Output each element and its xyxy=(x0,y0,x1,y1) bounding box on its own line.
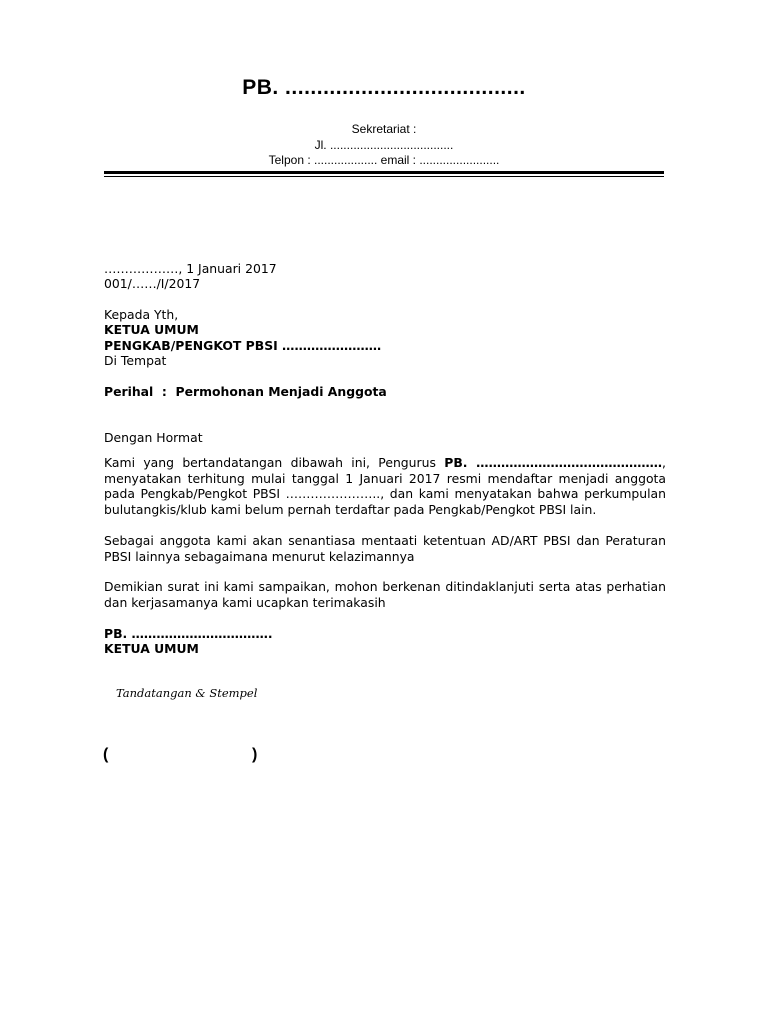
reference-number: 001/……/I/2017 xyxy=(104,276,201,291)
signature-note: Tandatangan & Stempel xyxy=(116,686,258,700)
greeting: Dengan Hormat xyxy=(104,430,203,445)
recipient-organization: PENGKAB/PENGKOT PBSI …………………… xyxy=(104,338,382,353)
recipient-salutation: Kepada Yth, xyxy=(104,307,179,322)
subject-label: Perihal xyxy=(104,384,154,399)
subject-separator: : xyxy=(161,384,167,399)
subject-line xyxy=(104,384,387,399)
paragraph-compliance: Sebagai anggota kami akan senantiasa mentaati ketentuan AD/ART PBSI dan Peraturan PBSI lainnya sebagaimana menurut kelazimannya xyxy=(104,533,666,564)
recipient-location: Di Tempat xyxy=(104,353,167,368)
closing-title: KETUA UMUM xyxy=(104,641,199,656)
paragraph-registration-rest: , menyatakan terhitung mulai tanggal 1 Januari 2017 resmi mendaftar menjadi anggota pada Pengkab/Pengkot PBSI ………………….., dan kami menyatakan bahwa perkumpulan bulutangkis/klub kami belum pernah terdaftar pada Pengkab/Pengkot PBSI lain. xyxy=(104,455,666,517)
paragraph-closing: Demikian surat ini kami sampaikan, mohon berkenan ditindaklanjuti serta atas perhatian dan kerjasamanya kami ucapkan terimakasih xyxy=(104,579,666,610)
paragraph-registration-lead: Kami yang bertandatangan dibawah ini, Pengurus xyxy=(104,455,445,470)
letterhead-contact: Telpon : ................... email : ........................ xyxy=(268,153,500,167)
paragraph-registration xyxy=(104,455,666,517)
letterhead-secretariat-label: Sekretariat : xyxy=(351,122,417,136)
recipient-title: KETUA UMUM xyxy=(104,322,199,337)
paragraph-registration-org: PB. ……………………………………… xyxy=(444,455,663,470)
closing-org: PB. ……………………………. xyxy=(104,626,273,641)
place-date: ………………, 1 Januari 2017 xyxy=(104,261,277,276)
signature-paren-open: ( xyxy=(103,746,109,763)
letterhead-address: Jl. ..................................... xyxy=(314,138,454,152)
subject-text: Permohonan Menjadi Anggota xyxy=(175,384,387,399)
letterhead-org-name: PB. ...................................... xyxy=(242,76,526,99)
letterhead-divider-thick xyxy=(104,171,664,174)
signature-paren-close: ) xyxy=(252,746,258,763)
letterhead-divider-thin xyxy=(104,176,664,177)
